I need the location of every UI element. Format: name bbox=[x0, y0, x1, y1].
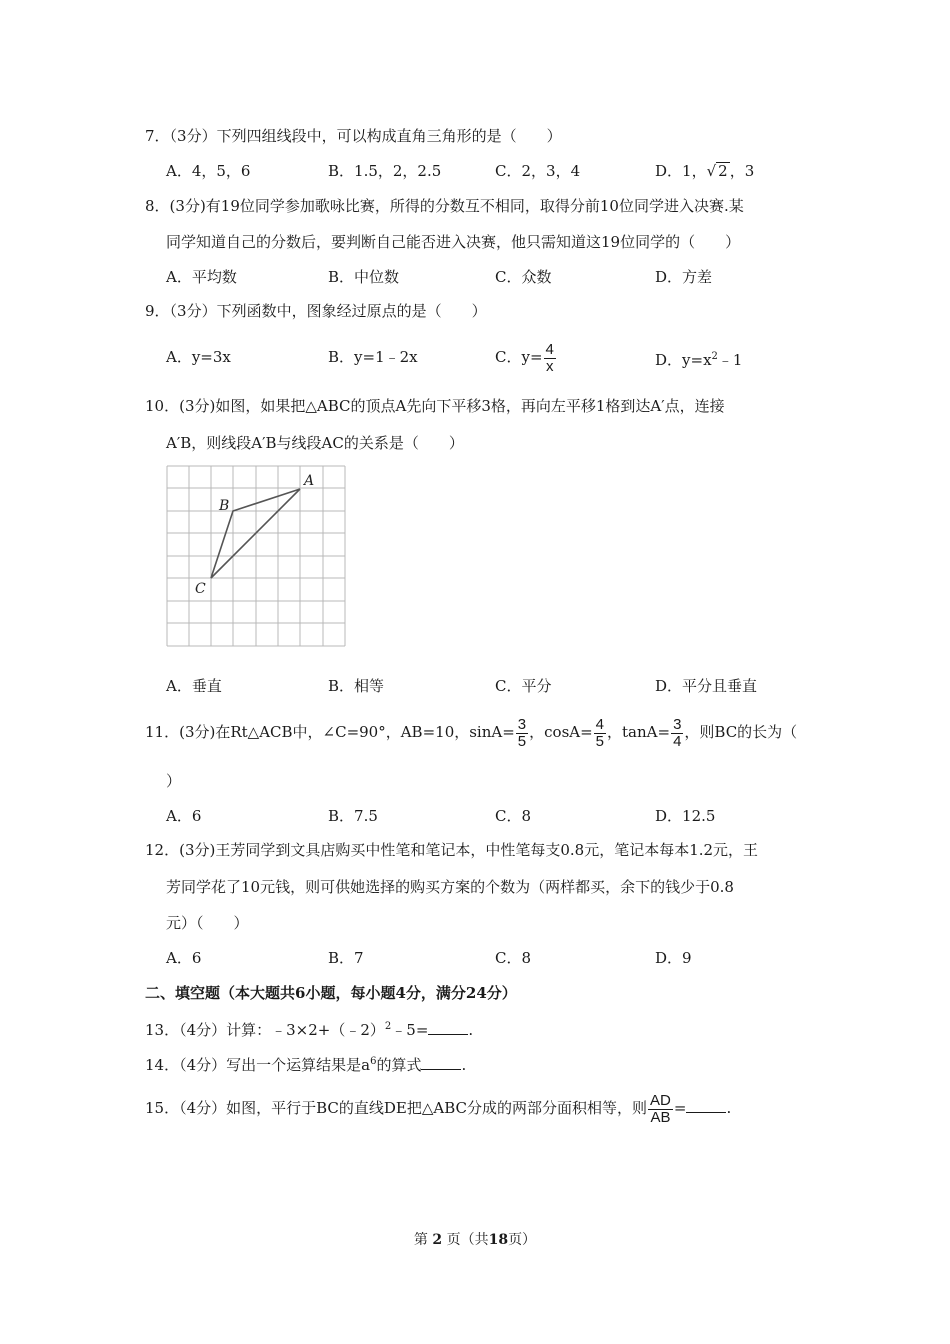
q8-option-a: A．平均数 bbox=[166, 268, 237, 286]
q10-option-b: B．相等 bbox=[328, 677, 385, 695]
q15-answer-blank[interactable] bbox=[686, 1098, 726, 1113]
q10-grid-svg bbox=[166, 465, 346, 647]
sqrt-icon: √ bbox=[706, 162, 717, 180]
q12-line2: 芳同学花了10元钱，则可供她选择的购买方案的个数为（两样都买，余下的钱少于0.8 bbox=[166, 878, 734, 896]
q12-option-d: D．9 bbox=[655, 949, 692, 967]
q7-option-c: C．2，3，4 bbox=[495, 162, 581, 180]
q11-option-c: C．8 bbox=[495, 807, 532, 825]
q10-line1: 10．(3分)如图，如果把△ABC的顶点A先向下平移3格，再向左平移1格到达A′点，连接 bbox=[145, 397, 725, 415]
q7-option-d-suffix: ，3 bbox=[729, 162, 755, 180]
q15-end: . bbox=[726, 1099, 732, 1117]
q8-option-b: B．中位数 bbox=[328, 268, 400, 286]
q10-grid-figure bbox=[166, 465, 346, 647]
q13-end: . bbox=[468, 1021, 474, 1039]
q12-option-b: B．7 bbox=[328, 949, 364, 967]
q9-option-d bbox=[655, 347, 742, 370]
q11-stem bbox=[145, 712, 797, 752]
q7-stem: 7．（3分）下列四组线段中，可以构成直角三角形的是（ ） bbox=[145, 127, 562, 145]
q11-tan-denominator: 4 bbox=[673, 732, 682, 750]
q14-suffix: 的算式 bbox=[376, 1056, 422, 1074]
q15-prefix: 15．（4分）如图，平行于BC的直线DE把△ABC分成的两部分面积相等，则 bbox=[145, 1099, 648, 1117]
q7-option-d-radicand: 2 bbox=[718, 162, 728, 180]
section2-title: 二、填空题（本大题共6小题，每小题4分，满分24分） bbox=[145, 984, 517, 1002]
q9-option-b: B．y=1﹣2x bbox=[328, 348, 418, 366]
q7-option-d-prefix: D．1， bbox=[655, 162, 707, 180]
q13 bbox=[145, 1017, 473, 1040]
q12-line1: 12．(3分)王芳同学到文具店购买中性笔和笔记本，中性笔每支0.8元，笔记本每本1.2元，王 bbox=[145, 841, 759, 859]
q9-option-d-suffix: ﹣1 bbox=[717, 351, 743, 369]
q12-option-a: A．6 bbox=[166, 949, 202, 967]
q8-option-c: C．众数 bbox=[495, 268, 552, 286]
page-footer bbox=[0, 1229, 950, 1249]
q12-option-c: C．8 bbox=[495, 949, 532, 967]
q13-suffix: ﹣5= bbox=[391, 1021, 429, 1039]
q11-sin-denominator: 5 bbox=[517, 732, 527, 750]
q9-option-c-numerator: 4 bbox=[545, 340, 554, 358]
q11-cos-denominator: 5 bbox=[595, 732, 605, 750]
q12-line3: 元）（ ） bbox=[166, 914, 249, 932]
q9-option-c-prefix: C．y= bbox=[495, 348, 543, 366]
footer-pre: 第 bbox=[413, 1232, 428, 1248]
q11-line2: ） bbox=[166, 772, 182, 790]
q11-option-d: D．12.5 bbox=[655, 807, 716, 825]
q9-option-a: A．y=3x bbox=[166, 348, 231, 366]
q9-option-c bbox=[495, 337, 557, 377]
q9-option-c-denominator: x bbox=[545, 357, 554, 375]
q10-option-a: A．垂直 bbox=[166, 677, 222, 695]
label-c: C bbox=[195, 581, 206, 597]
footer-page-number: 2 bbox=[432, 1232, 443, 1248]
q9-stem: 9．（3分）下列函数中，图象经过原点的是（ ） bbox=[145, 302, 487, 320]
q9-option-d-prefix: D．y=x bbox=[655, 351, 712, 369]
q11-cos-numerator: 4 bbox=[595, 715, 605, 733]
q11-option-b: B．7.5 bbox=[328, 807, 378, 825]
q15-equals: = bbox=[673, 1099, 687, 1117]
footer-total-pages: 18 bbox=[488, 1232, 509, 1248]
q7-option-b: B．1.5，2，2.5 bbox=[328, 162, 442, 180]
q15 bbox=[145, 1088, 731, 1128]
q10-line2: A′B，则线段A′B与线段AC的关系是（ ） bbox=[166, 434, 464, 452]
q13-exponent: 2 bbox=[384, 1021, 392, 1032]
q8-line2: 同学知道自己的分数后，要判断自己能否进入决赛，他只需知道这19位同学的（ ） bbox=[166, 233, 741, 251]
label-b: B bbox=[219, 498, 230, 514]
q14-answer-blank[interactable] bbox=[421, 1055, 461, 1070]
q11-cos-label: ，cosA= bbox=[529, 723, 593, 741]
q14-exponent: 6 bbox=[370, 1056, 377, 1067]
q11-sin-numerator: 3 bbox=[517, 715, 527, 733]
q7-option-d bbox=[655, 161, 754, 181]
q11-tan-label: ，tanA= bbox=[607, 723, 671, 741]
q10-option-d: D．平分且垂直 bbox=[655, 677, 758, 695]
q8-option-d: D．方差 bbox=[655, 268, 713, 286]
label-a: A bbox=[304, 473, 315, 489]
footer-post: 页） bbox=[508, 1232, 537, 1248]
q14 bbox=[145, 1052, 466, 1075]
q11-stem-prefix: 11．(3分)在Rt△ACB中，∠C=90°，AB=10，sinA= bbox=[145, 723, 515, 741]
q11-tan-numerator: 3 bbox=[673, 715, 682, 733]
q15-numerator: AD bbox=[650, 1091, 671, 1109]
q10-option-c: C．平分 bbox=[495, 677, 552, 695]
q15-denominator: AB bbox=[650, 1108, 671, 1126]
q14-end: . bbox=[461, 1056, 467, 1074]
q14-prefix: 14．（4分）写出一个运算结果是a bbox=[145, 1056, 371, 1074]
q11-option-a: A．6 bbox=[166, 807, 202, 825]
q9-option-d-exponent: 2 bbox=[711, 351, 718, 362]
q13-prefix: 13．（4分）计算：﹣3×2+（﹣2） bbox=[145, 1021, 385, 1039]
q8-line1: 8．(3分)有19位同学参加歌咏比赛，所得的分数互不相同，取得分前10位同学进入决赛.某 bbox=[145, 197, 744, 215]
q11-stem-suffix: ，则BC的长为（ bbox=[684, 723, 798, 741]
q7-option-a: A．4，5，6 bbox=[166, 162, 251, 180]
grid-lines bbox=[167, 466, 345, 646]
q13-answer-blank[interactable] bbox=[428, 1020, 468, 1035]
footer-mid: 页（共 bbox=[446, 1232, 489, 1248]
